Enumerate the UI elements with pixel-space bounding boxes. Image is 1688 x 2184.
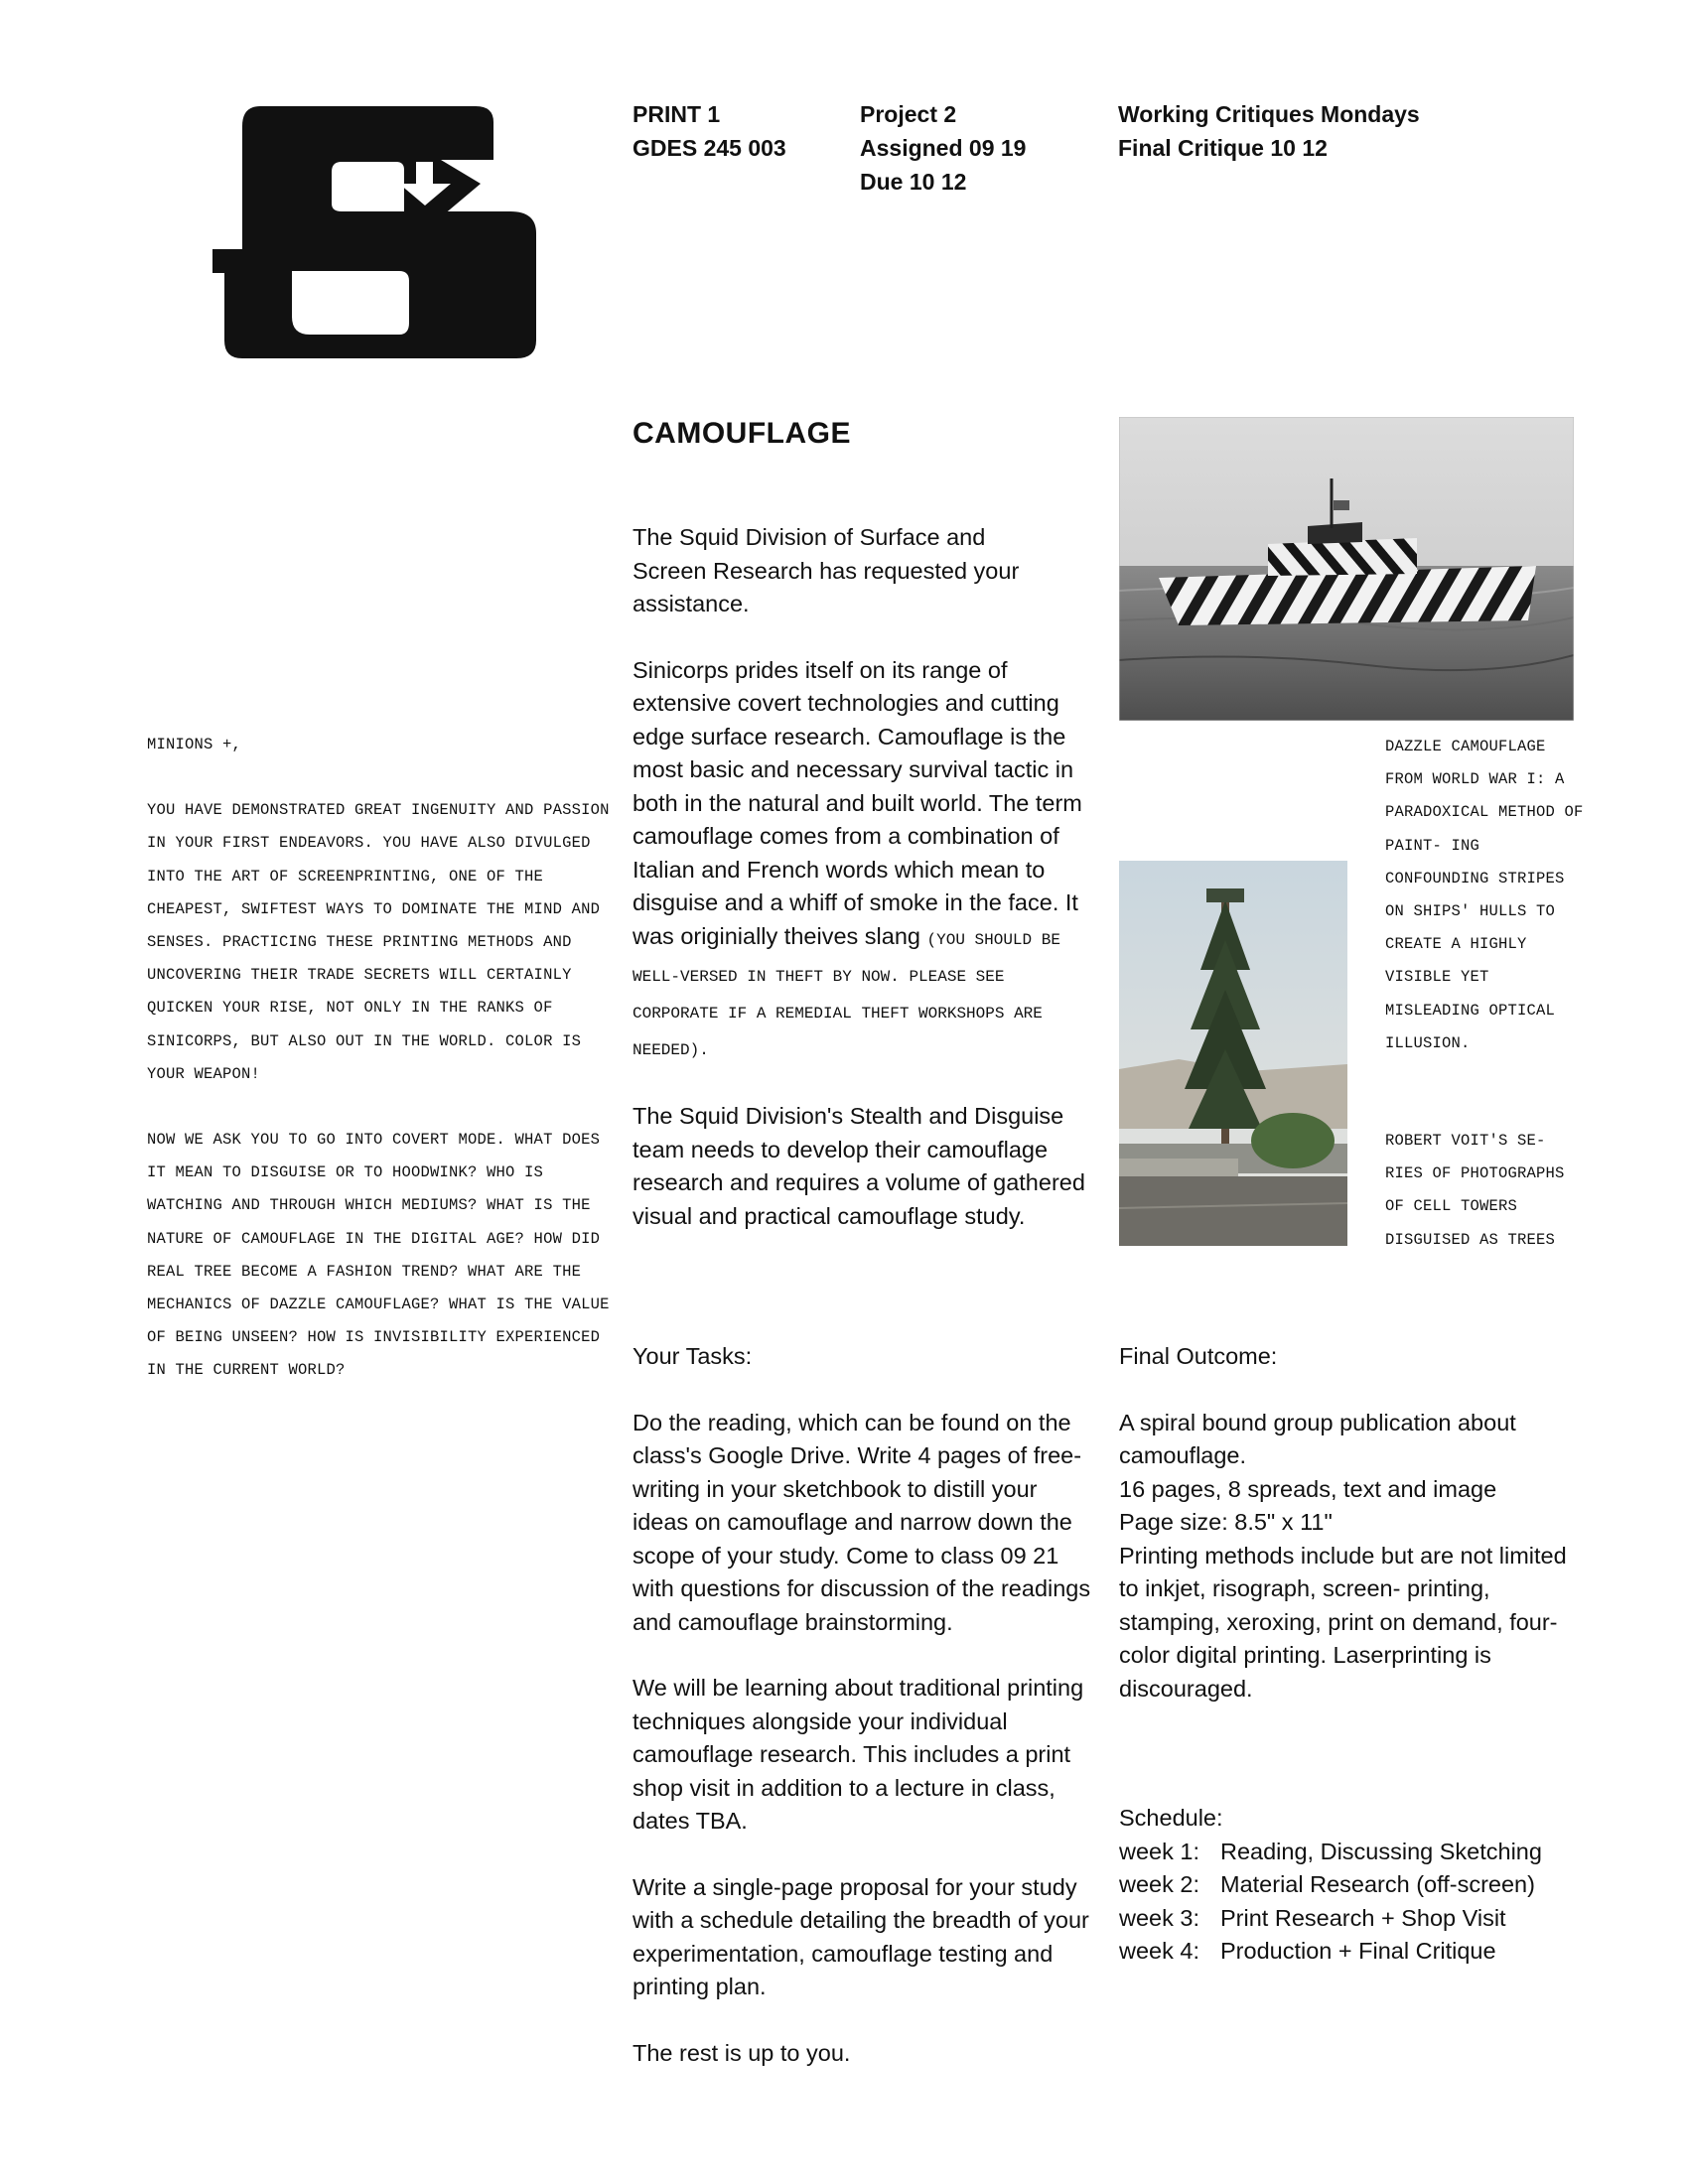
dazzle-ship-photo	[1119, 417, 1574, 721]
body-paragraph: The Squid Division's Stealth and Disguise team needs to develop their camouflage research and requires a volume of gathered visual and practical camouflage study.	[633, 1103, 1085, 1229]
project-number: Project 2	[860, 101, 957, 127]
body-paragraph-aside: (YOU SHOULD BE WELL-VERSED IN THEFT BY NOW. PLEASE SEE CORPORATE IF A REMEDIAL THEFT WORKSHOPS ARE NEEDED).	[633, 930, 1060, 1060]
course-name: PRINT 1	[633, 101, 721, 127]
schedule-task: Production + Final Critique	[1220, 1938, 1496, 1964]
due-date: Due 10 12	[860, 169, 967, 195]
outcome-line: Printing methods include but are not limited to inkjet, risograph, screen- printing, stamping, xeroxing, print on demand, four-color digital printing. Laserprinting is discouraged.	[1119, 1542, 1567, 1702]
schedule-week: week 2:	[1119, 1871, 1199, 1897]
tasks-heading: Your Tasks:	[633, 1343, 753, 1369]
task-paragraph: Do the reading, which can be found on the class's Google Drive. Write 4 pages of free-writing in your sketchbook to distill your ideas on camouflage and narrow down the scope of your study. Come to class 09 21 with questions for discussion of the readings and camouflage brainstorming.	[633, 1409, 1091, 1635]
schedule-week: week 1:	[1119, 1838, 1199, 1864]
assigned-date: Assigned 09 19	[860, 135, 1027, 161]
course-info	[633, 97, 786, 165]
project-info	[860, 97, 1026, 199]
body-paragraph	[633, 654, 1092, 1068]
tasks-column	[633, 1340, 1092, 2070]
outcome-line: Page size: 8.5" x 11"	[1119, 1509, 1333, 1535]
towers-caption: ROBERT VOIT'S SE- RIES OF PHOTOGRAPHS OF CELL TOWERS DISGUISED AS TREES	[1385, 1132, 1565, 1249]
schedule-row	[1119, 1868, 1586, 1902]
final-critique: Final Critique 10 12	[1118, 135, 1328, 161]
dazzle-caption: DAZZLE CAMOUFLAGE FROM WORLD WAR I: A PARADOXICAL METHOD OF PAINT- ING CONFOUNDING STRIPES ON SHIPS' HULLS TO CREATE A HIGHLY VISIBLE YET MISLEADING OPTICAL ILLUSION.	[1385, 738, 1584, 1052]
task-paragraph: Write a single-page proposal for your study with a schedule detailing the breadth of your experimentation, camouflage testing and printing plan.	[633, 1873, 1089, 1999]
sinicorps-s-logo	[212, 104, 540, 360]
schedule-week: week 3:	[1119, 1904, 1199, 1931]
schedule-week: week 4:	[1119, 1938, 1199, 1964]
letter-paragraph: YOU HAVE DEMONSTRATED GREAT INGENUITY AND PASSION IN YOUR FIRST ENDEAVORS. YOU HAVE ALSO DIVULGED INTO THE ART OF SCREENPRINTING, ONE OF THE CHEAPEST, SWIFTEST WAYS TO DOMINATE THE MIND AND SENSES. PRACTICING THESE PRINTING METHODS AND UNCOVERING THEIR TRADE SECRETS WILL CERTAINLY QUICKEN YOUR RISE, NOT ONLY IN THE RANKS OF SINICORPS, BUT ALSO OUT IN THE WORLD. COLOR IS YOUR WEAPON!	[147, 801, 610, 1083]
page-title: CAMOUFLAGE	[633, 417, 851, 450]
task-paragraph: We will be learning about traditional printing techniques alongside your individual camouflage research. This includes a print shop visit in addition to a lecture in class, dates TBA.	[633, 1675, 1084, 1834]
intro-paragraph: The Squid Division of Surface and Screen Research has requested your assistance.	[633, 524, 1020, 616]
closing-line: The rest is up to you.	[633, 2039, 851, 2066]
schedule-task: Material Research (off-screen)	[1220, 1871, 1535, 1897]
main-column	[633, 521, 1092, 1233]
letter-salutation: MINIONS +,	[147, 736, 242, 753]
schedule-row	[1119, 1836, 1586, 1869]
outcome-line: 16 pages, 8 spreads, text and image	[1119, 1475, 1497, 1502]
schedule-section	[1119, 1802, 1586, 1969]
course-section: GDES 245 003	[633, 135, 786, 161]
outcome-column	[1119, 1340, 1576, 1706]
critique-info	[1118, 97, 1420, 165]
letter-column	[147, 729, 614, 1388]
schedule-task: Reading, Discussing Sketching	[1220, 1838, 1542, 1864]
schedule-task: Print Research + Shop Visit	[1220, 1904, 1506, 1931]
outcome-heading: Final Outcome:	[1119, 1343, 1278, 1369]
body-paragraph-text: Sinicorps prides itself on its range of extensive covert technologies and cutting edge surface research. Camouflage is the most basic and necessary survival tactic in both in the natural and built world. The term camouflage comes from a combination of Italian and French words which mean to disguise and a whiff of smoke in the face. It was originially theives slang	[633, 656, 1082, 949]
schedule-row	[1119, 1935, 1586, 1969]
schedule-row	[1119, 1902, 1586, 1936]
outcome-line: A spiral bound group publication about camouflage.	[1119, 1409, 1516, 1468]
cell-tower-tree-photo	[1119, 861, 1347, 1246]
working-critiques: Working Critiques Mondays	[1118, 101, 1420, 127]
letter-paragraph: NOW WE ASK YOU TO GO INTO COVERT MODE. WHAT DOES IT MEAN TO DISGUISE OR TO HOODWINK? WHO IS WATCHING AND THROUGH WHICH MEDIUMS? WHAT IS THE NATURE OF CAMOUFLAGE IN THE DIGITAL AGE? HOW DID REAL TREE BECOME A FASHION TREND? WHAT ARE THE MECHANICS OF DAZZLE CAMOUFLAGE? WHAT IS THE VALUE OF BEING UNSEEN? HOW IS INVISIBILITY EXPERIENCED IN THE CURRENT WORLD?	[147, 1131, 610, 1380]
schedule-heading: Schedule:	[1119, 1805, 1223, 1831]
